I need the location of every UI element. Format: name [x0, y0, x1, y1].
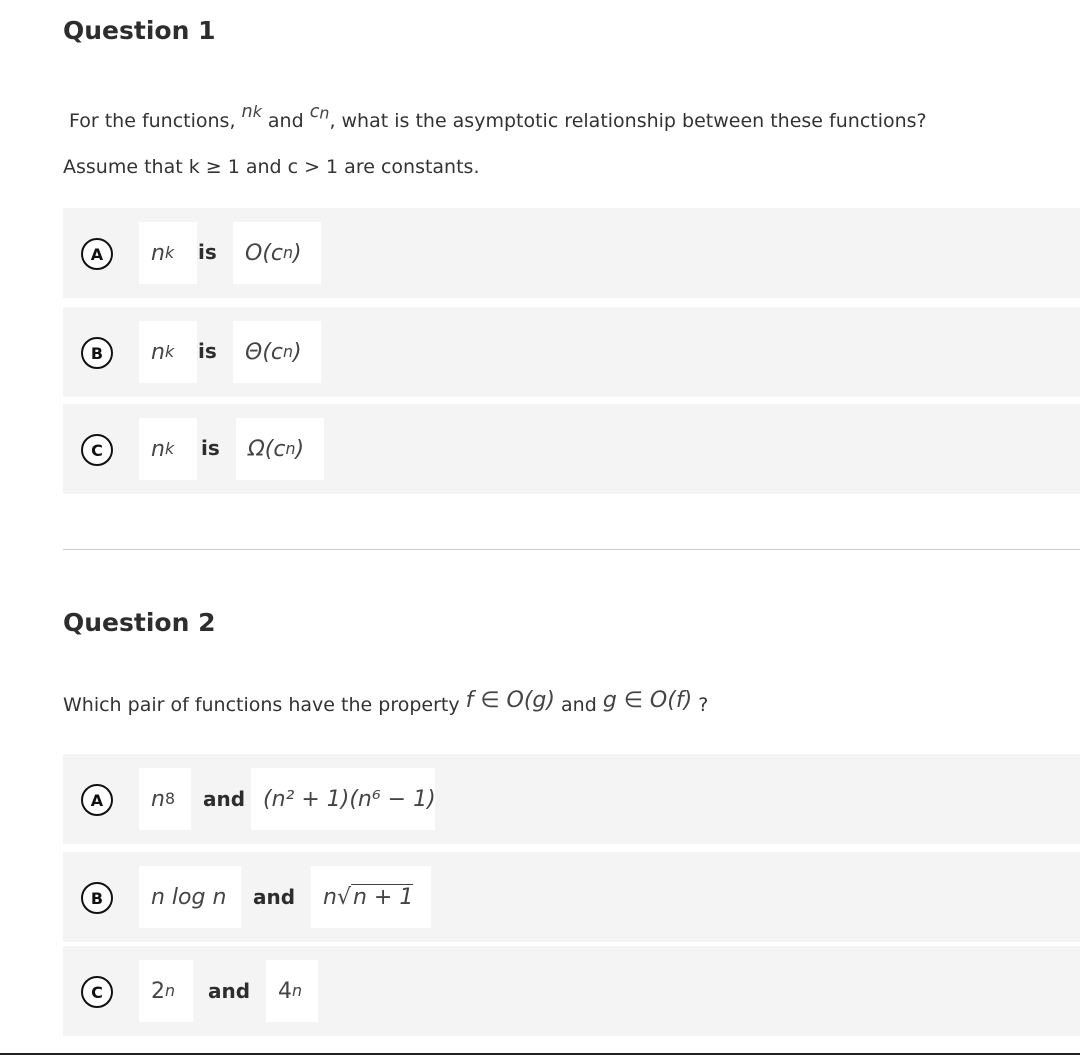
expr-base: n	[151, 436, 165, 462]
expr-close: )	[293, 339, 302, 365]
choice-right-expr: 4 n	[266, 960, 318, 1022]
choice-connector: is	[198, 240, 217, 264]
choice-connector: and	[203, 787, 246, 811]
choice-left-expr: n k	[139, 321, 197, 383]
expr-base: n	[151, 240, 165, 266]
choice-letter-badge: B	[81, 882, 113, 914]
expr-base: 2	[151, 978, 165, 1004]
choice-letter-badge: A	[81, 784, 113, 816]
math-f2	[309, 102, 330, 133]
choice-letter-badge: C	[81, 976, 113, 1008]
expr-close: )	[293, 240, 302, 266]
choice-right-expr	[311, 866, 431, 928]
bottom-border	[0, 1053, 1080, 1055]
choice-right-expr	[251, 768, 435, 830]
choice-left-expr	[139, 866, 241, 928]
choice-connector: and	[208, 979, 251, 1003]
math-prop1: f ∈ O(g)	[465, 688, 555, 713]
q1-choice-b[interactable]	[63, 307, 1080, 397]
expr-close: )	[295, 436, 305, 462]
question-2-prompt	[63, 688, 709, 717]
choice-letter-badge: B	[81, 337, 113, 369]
q2-choice-b[interactable]	[63, 852, 1080, 942]
q2-choice-c[interactable]	[63, 946, 1080, 1036]
question-1-prompt	[69, 101, 927, 133]
math-f1	[241, 101, 262, 133]
choice-letter-badge: C	[81, 434, 113, 466]
section-divider	[63, 549, 1080, 550]
choice-left-expr: 2 n	[139, 960, 193, 1022]
choice-connector: is	[201, 436, 220, 460]
expr-base: n	[151, 786, 165, 812]
prompt-text-after: ?	[692, 694, 709, 716]
sqrt-symbol: √	[336, 884, 351, 910]
f2-exp: n	[319, 103, 330, 123]
choice-left-expr: n k	[139, 418, 197, 480]
question-1-assumption: Assume that k ≥ 1 and c > 1 are constants.	[63, 156, 480, 178]
expr-main: Θ(c	[245, 339, 283, 365]
expr-main: (n² + 1)(n⁶ − 1)	[263, 786, 436, 812]
f1-exp: k	[252, 101, 262, 121]
choice-left-expr: n 8	[139, 768, 191, 830]
f1-base: n	[241, 102, 253, 122]
choice-right-expr: Ω(c n )	[236, 418, 324, 480]
math-prop2: g ∈ O(f)	[602, 688, 693, 713]
expr-main: n log n	[151, 884, 227, 910]
question-2-title: Question 2	[63, 608, 216, 637]
question-1-title: Question 1	[63, 16, 216, 45]
q2-choice-a[interactable]	[63, 754, 1080, 844]
q1-choice-a[interactable]	[63, 208, 1080, 298]
choice-letter-badge: A	[81, 238, 113, 270]
expr-pre: n	[323, 884, 337, 910]
q1-choice-c[interactable]	[63, 404, 1080, 494]
prompt-text: For the functions,	[69, 110, 242, 132]
prompt-text: Which pair of functions have the property	[63, 694, 466, 716]
choice-connector: is	[198, 339, 217, 363]
choice-connector: and	[253, 885, 296, 909]
expr-base: n	[151, 339, 165, 365]
prompt-text-after: , what is the asymptotic relationship between these functions?	[329, 110, 927, 132]
expr-main: Ω(c	[248, 436, 286, 462]
expr-main: O(c	[245, 240, 283, 266]
choice-left-expr: n k	[139, 222, 197, 284]
f2-base: c	[309, 102, 320, 122]
choice-right-expr: O(c n )	[233, 222, 321, 284]
expr-radicand: n + 1	[352, 885, 414, 910]
prompt-and: and	[554, 694, 603, 716]
expr-base: 4	[278, 978, 292, 1004]
choice-right-expr: Θ(c n )	[233, 321, 321, 383]
prompt-and: and	[261, 110, 310, 132]
